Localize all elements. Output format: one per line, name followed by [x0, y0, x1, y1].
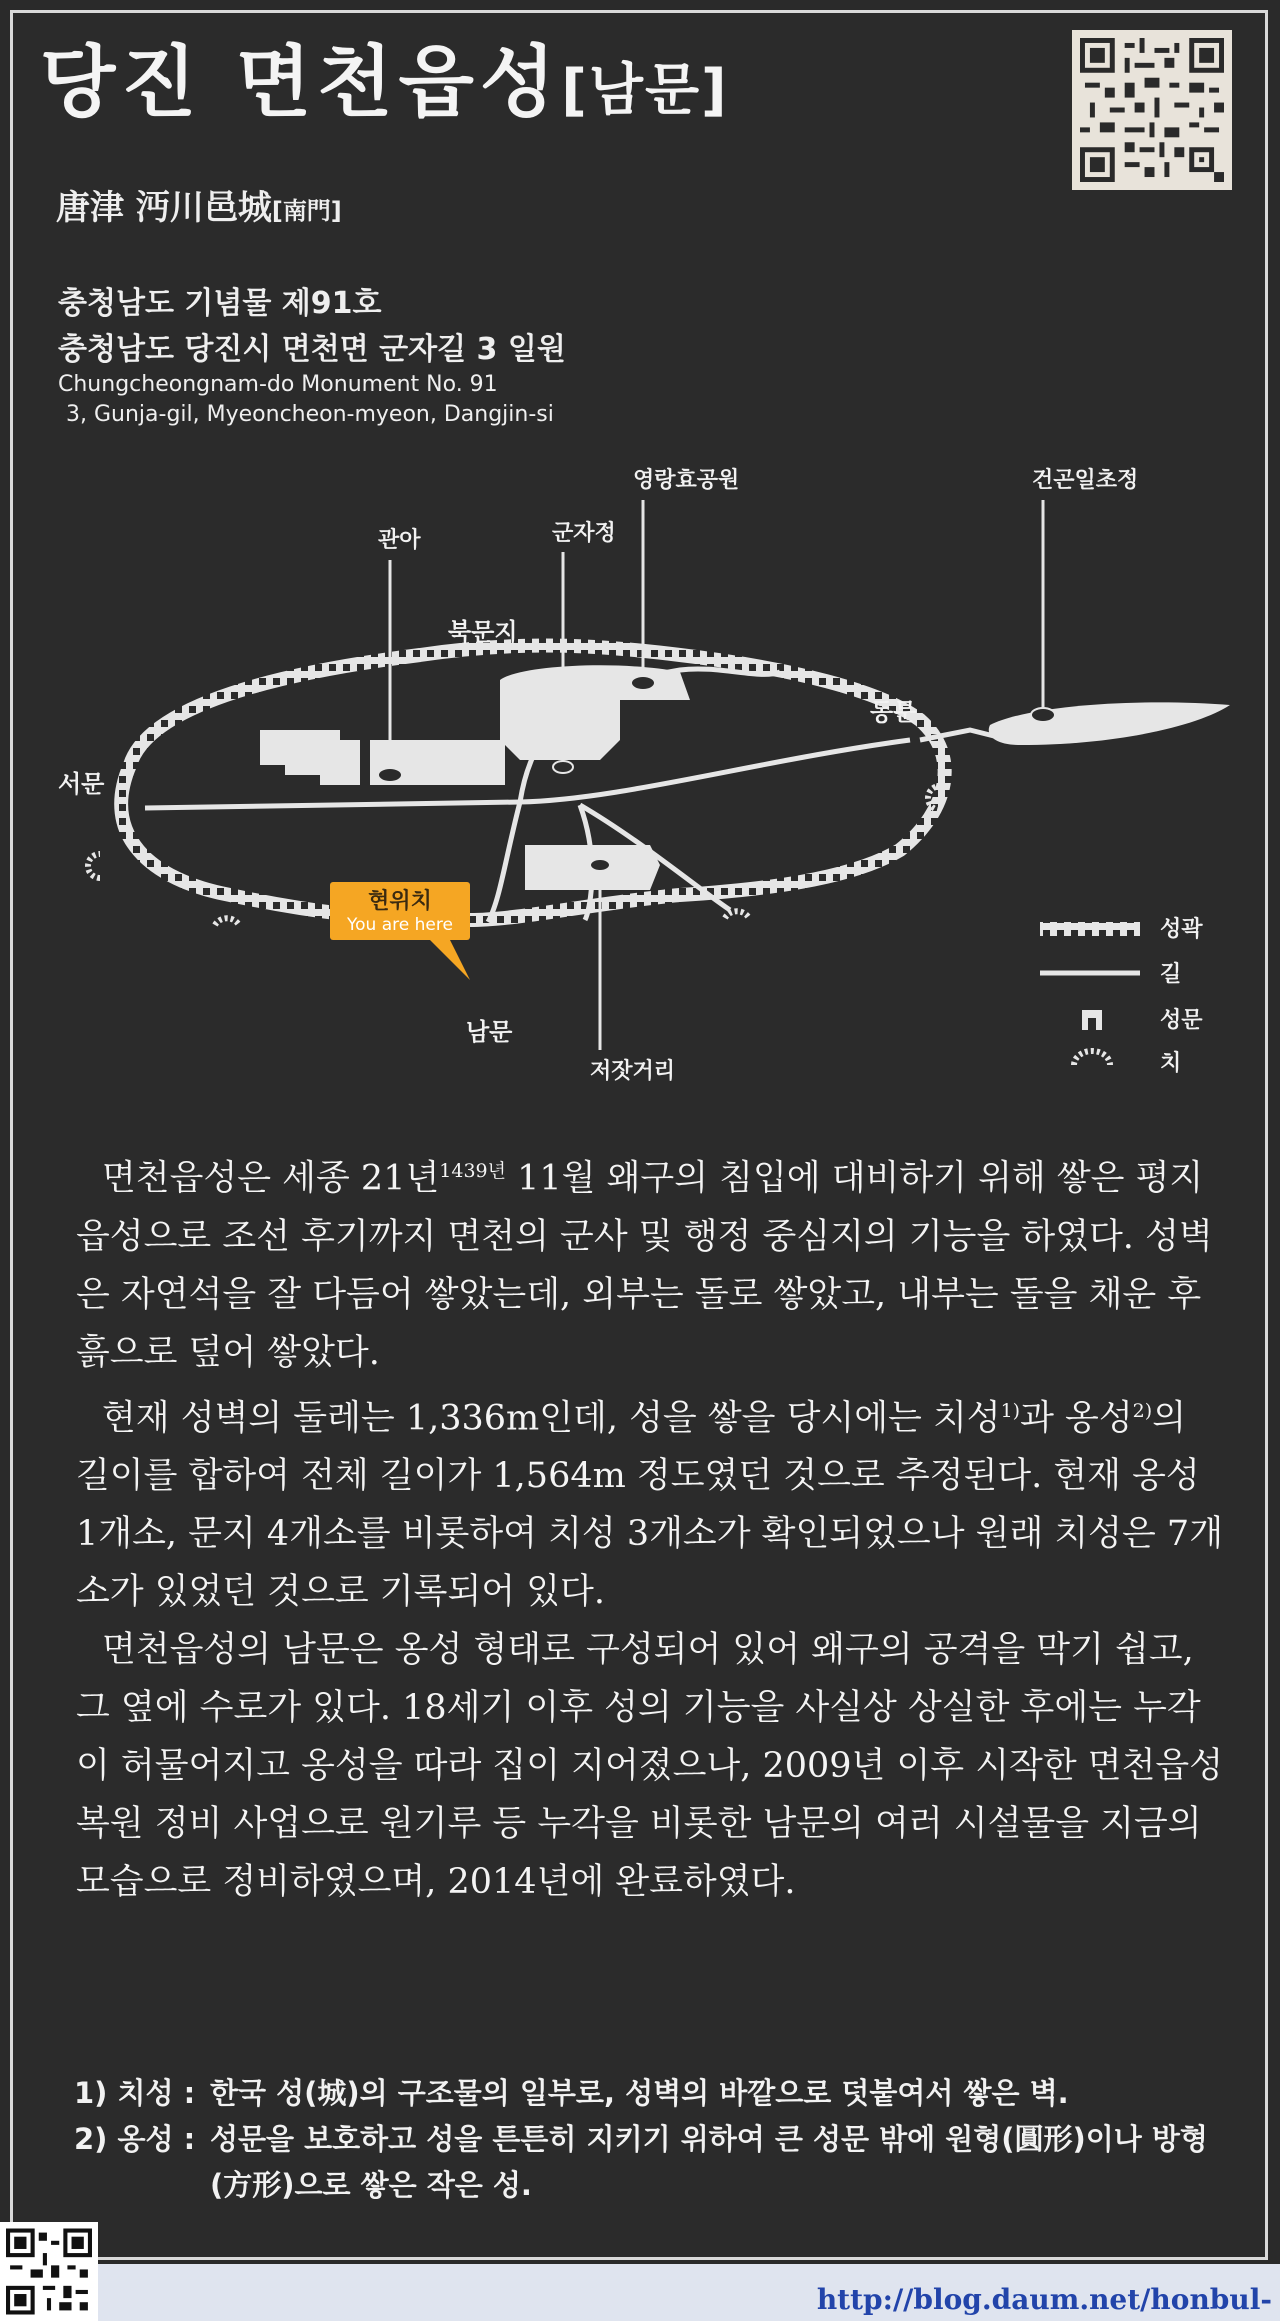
chi-marker [725, 911, 749, 918]
label-jeojatgeori: 저잣거리 [590, 1059, 676, 1084]
title-bracket: [남문] [561, 58, 729, 123]
gunjajeong-area [500, 665, 690, 760]
fortress-map [0, 440, 1280, 1120]
title-hanja-bracket: [南門] [271, 197, 342, 225]
title-hanja [56, 180, 342, 229]
legend-road: 길 [1160, 962, 1182, 987]
yeongnang-pin [631, 676, 655, 690]
label-seomun: 서문 [58, 770, 105, 798]
you-are-here-marker [330, 882, 470, 980]
qr-code-icon [1080, 38, 1224, 182]
footnote: 2) 옹성 : 성문을 보호하고 성을 튼튼히 지키기 위하여 큰 성문 밖에 원형(圓形)이나 방형(方形)으로 쌓은 작은 성. [74, 2122, 1208, 2202]
label-nammun: 남문 [466, 1018, 513, 1046]
blog-url[interactable]: http://blog.daum.net/honbul- [816, 2283, 1272, 2316]
here-ko: 현위치 [368, 889, 432, 914]
geongon-area [989, 702, 1230, 745]
market-pin [590, 859, 610, 871]
legend-chi: 치 [1160, 1051, 1182, 1076]
label-gunjajeong: 군자정 [552, 521, 616, 546]
monument-number: 충청남도 기념물 제91호 [58, 286, 382, 321]
description [76, 1142, 1226, 1911]
qr-code-icon [6, 2228, 92, 2315]
blog-qr-code[interactable] [0, 2222, 98, 2321]
map-legend [1040, 916, 1203, 1076]
label-dongmun: 동문 [870, 698, 917, 726]
paragraph-1: 면천읍성은 세종 21년$^{1439년}$ 11월 왜구의 침입에 대비하기 위해 쌓은 평지 읍성으로 조선 후기까지 면천의 군사 및 행정 중심지의 기능을 하였다. 성벽은 자연석을 잘 다듬어 쌓았는데, 외부는 돌로 쌓았고, 내부는 돌을 채운 후 흙으로 덮어 쌓았다. [76, 1158, 1213, 1373]
title-hanja-text: 唐津 沔川邑城 [56, 188, 272, 228]
label-yeongnang: 영랑효공원 [633, 468, 740, 493]
address-korean: 충청남도 당진시 면천면 군자길 3 일원 [58, 332, 566, 367]
road [488, 802, 520, 922]
chi-marker [88, 854, 100, 878]
label-gwana: 관아 [378, 528, 421, 553]
title-korean: 당진 면천읍성 [40, 38, 562, 128]
gwana-pin [378, 768, 402, 782]
gate-icon [1082, 1010, 1102, 1030]
footnote: 1) 치성 : 한국 성(城)의 구조물의 일부로, 성벽의 바깥으로 덧붙여서 쌓은 벽. [74, 2076, 1069, 2110]
legend-wall: 성곽 [1160, 917, 1203, 942]
chi-icon [1074, 1051, 1110, 1065]
footnotes [74, 2070, 1224, 2208]
address-english: 3, Gunja-gil, Myeoncheon-myeon, Dangjin-si [66, 402, 554, 427]
here-en: You are here [347, 915, 453, 935]
page-title [40, 20, 729, 132]
legend-gate: 성문 [1160, 1008, 1203, 1033]
label-bukmunji: 북문지 [448, 618, 518, 646]
paragraph-3: 면천읍성의 남문은 옹성 형태로 구성되어 있어 왜구의 공격을 막기 쉽고, 그 옆에 수로가 있다. 18세기 이후 성의 기능을 사실상 상실한 후에는 누각이 허물어지고 옹성을 따라 집이 지어졌으나, 2009년 이후 시작한 면천읍성 복원 정비 사업으로 원기루 등 누각을 비롯한 남문의 여러 시설물을 지금의 모습으로 정비하였으며, 2014년에 완료하였다. [76, 1630, 1224, 1903]
gwana-area [260, 730, 360, 785]
geongon-pin [1031, 708, 1055, 722]
paragraph-2: 현재 성벽의 둘레는 1,336m인데, 성을 쌓을 당시에는 치성$^{1)}$과 옹성$^{2)}$의 길이를 합하여 전체 길이가 1,564m 정도였던 것으로 추정된다. 현재 옹성 1개소, 문지 4개소를 비롯하여 치성 3개소가 확인되었으나 원래 치성은 7개소가 있었던 것으로 기록되어 있다. [76, 1398, 1224, 1613]
gunjajeong-pin [553, 761, 573, 773]
qr-code[interactable] [1072, 30, 1232, 190]
chi-marker [215, 918, 239, 925]
monument-number-english: Chungcheongnam-do Monument No. 91 [58, 372, 498, 397]
label-geongon: 건곤일초정 [1032, 468, 1139, 493]
